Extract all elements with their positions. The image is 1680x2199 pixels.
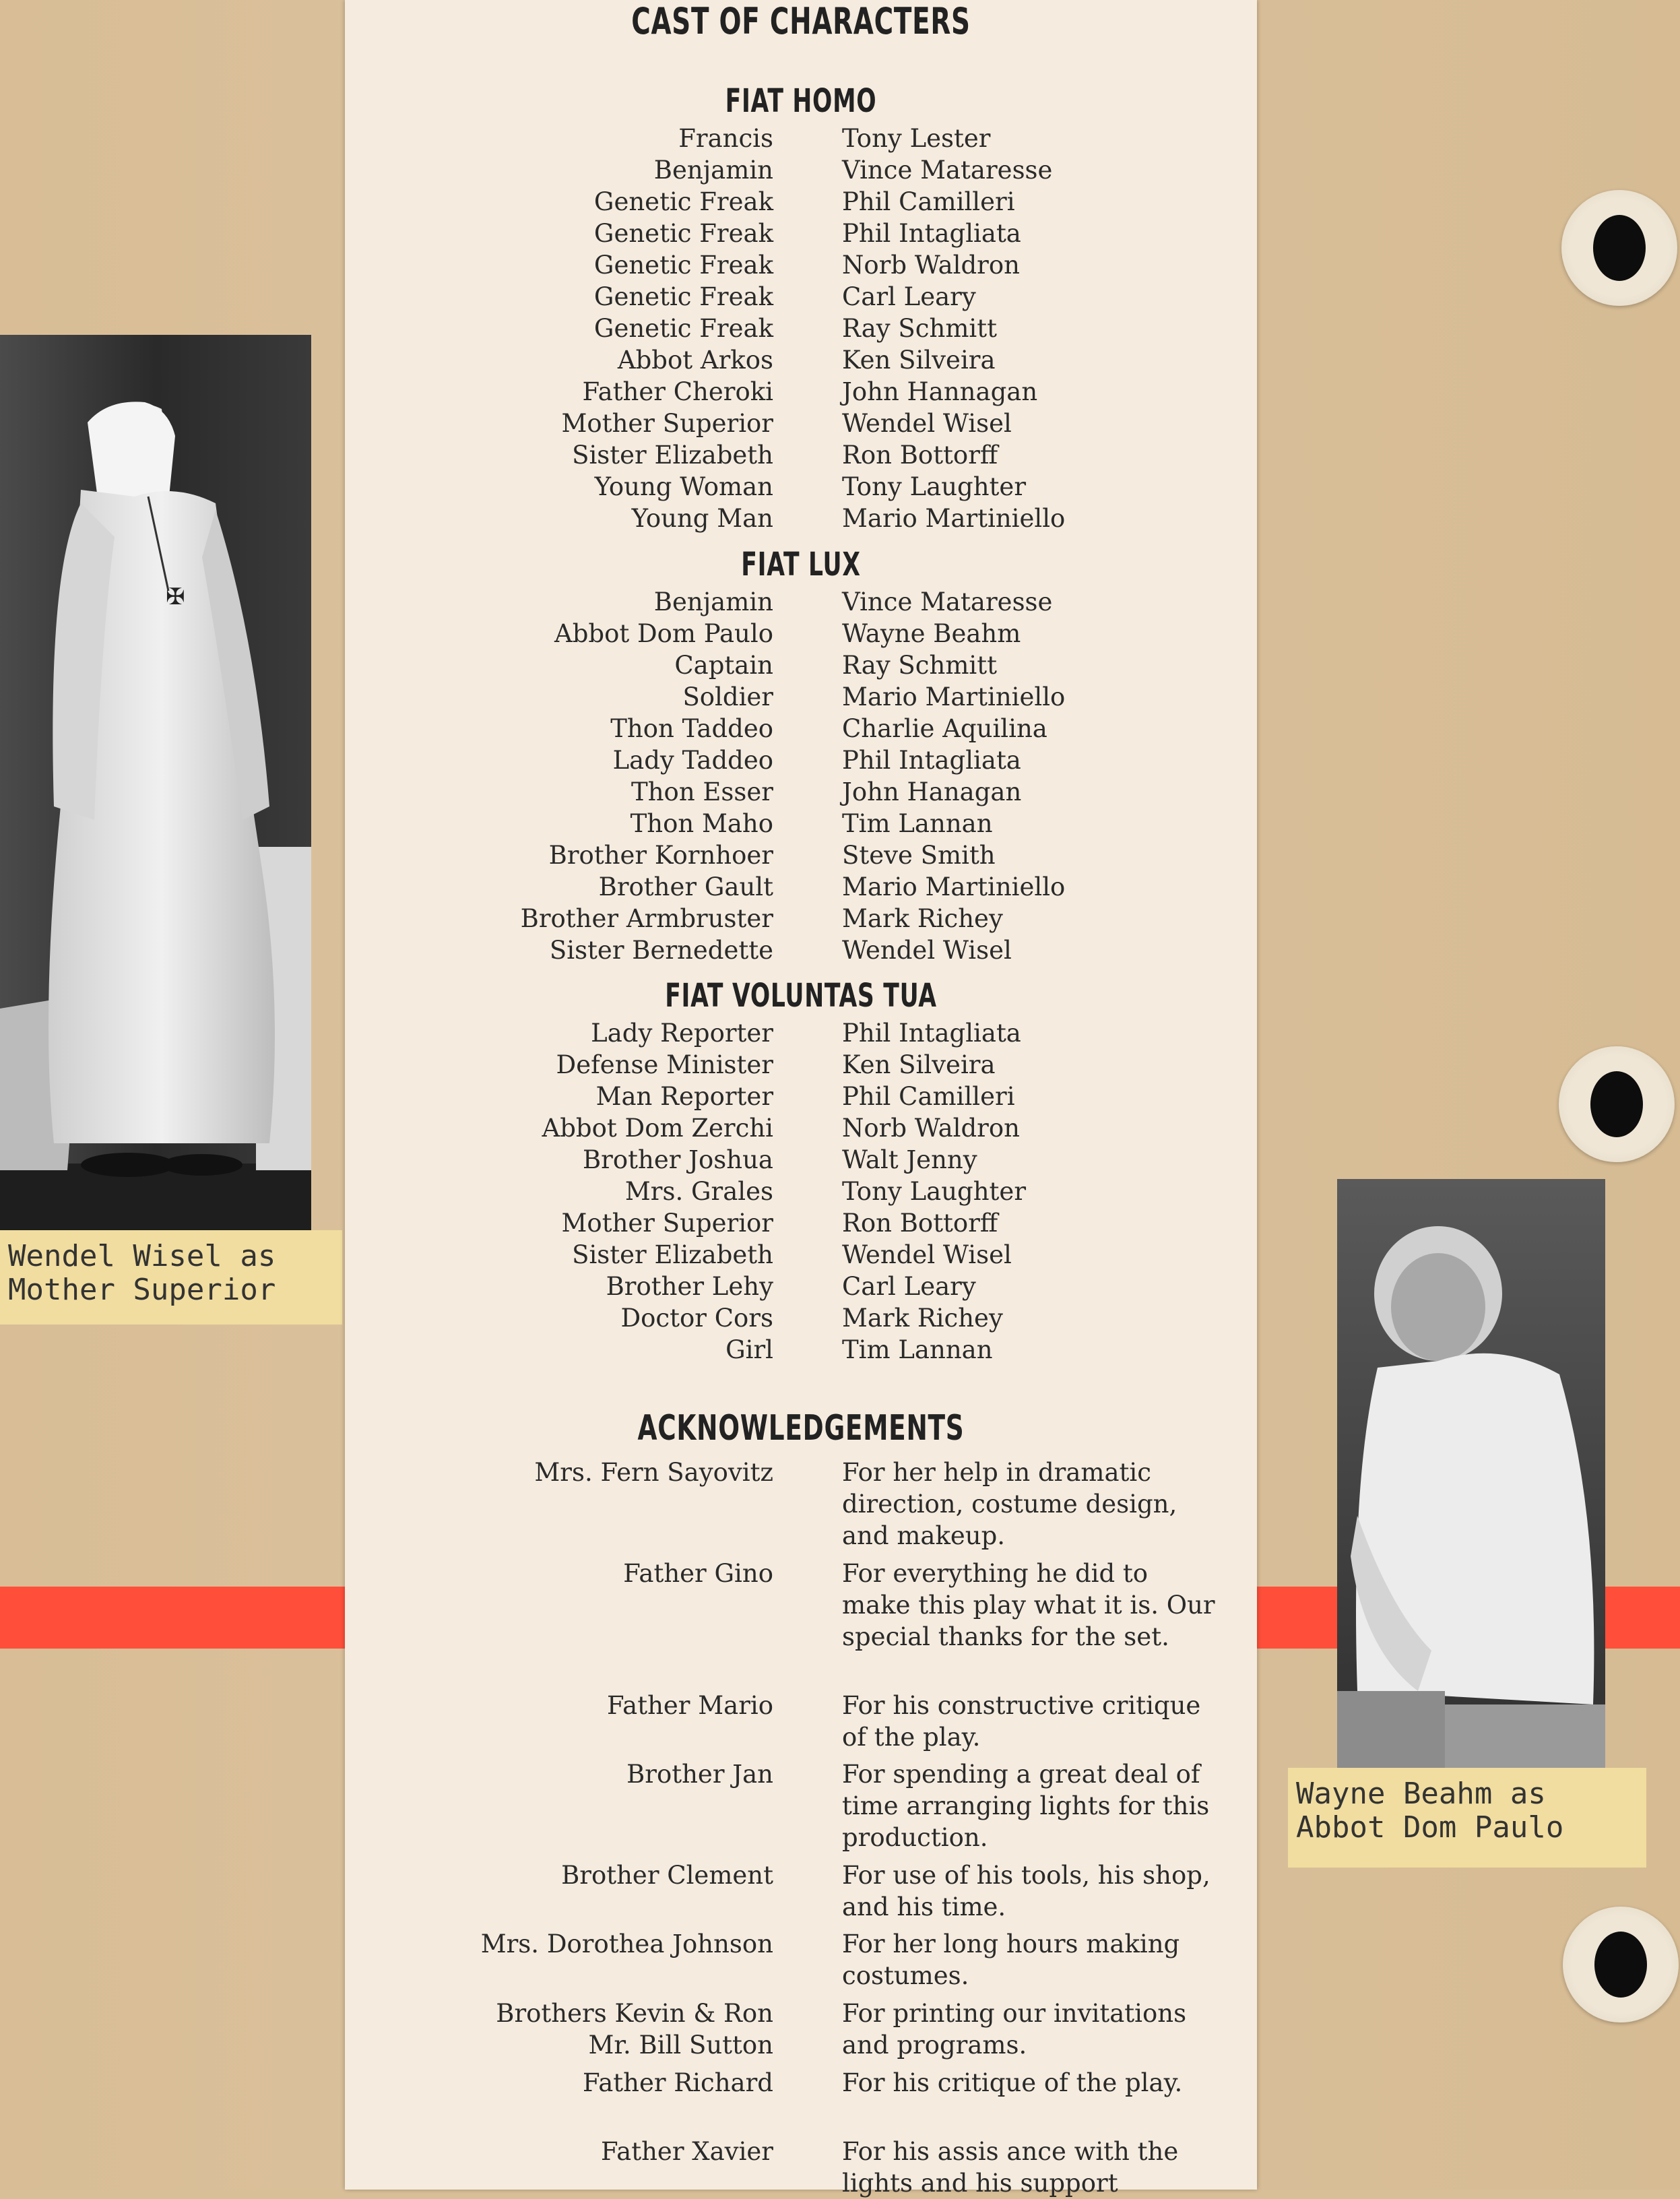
actor: Tony Lester [842,124,991,153]
actor: Wendel Wisel [842,1240,1012,1269]
actor: Phil Intagliata [842,746,1021,775]
cast-row [345,1177,1257,1209]
section-title-acknowledgements: ACKNOWLEDGEMENTS [637,1408,965,1448]
actor: Phil Camilleri [842,187,1015,216]
ack-text: For his constructive critique of the play. [842,1691,1201,1752]
actor: Phil Camilleri [842,1082,1015,1111]
role: Captain [674,651,773,680]
role: Brother Gault [598,872,773,901]
caption-right-text: Wayne Beahm as Abbot Dom Paulo [1296,1777,1564,1845]
actor: Tony Laughter [842,1177,1027,1206]
ack-text: For her help in dramatic direction, costume design, and makeup. [842,1458,1177,1550]
cast-row [345,1145,1257,1178]
caption-left [0,1230,342,1325]
role: Abbot Dom Zerchi [542,1114,773,1143]
role: Genetic Freak [593,282,773,311]
ack-name: Mrs. Fern Sayovitz [534,1458,773,1487]
actor: Carl Leary [842,1272,976,1301]
role: Sister Elizabeth [572,441,773,470]
role: Genetic Freak [593,314,773,343]
role: Genetic Freak [593,219,773,248]
actor: Carl Leary [842,282,976,311]
role: Man Reporter [595,1082,773,1111]
ack-name: Father Mario [606,1691,773,1720]
ack-text: For his assis ance with the lights and his support [842,2137,1179,2198]
photo-abbot-dom-paulo [1337,1179,1605,1768]
actor: Wendel Wisel [842,936,1012,965]
cast-row [345,809,1257,841]
role: Soldier [682,682,773,711]
actor: Norb Waldron [842,251,1020,280]
cast-row [345,1304,1257,1336]
caption-right [1288,1768,1646,1868]
actor: Tim Lannan [842,809,993,838]
ack-text: For printing our invitations and programs. [842,1999,1187,2060]
ack-text: For her long hours making costumes. [842,1930,1180,1990]
caption-left-text: Wendel Wisel as Mother Superior [8,1239,276,1307]
ack-name: Brothers Kevin & Ron Mr. Bill Sutton [496,1999,773,2060]
role: Girl [725,1335,773,1364]
ack-name: Brother Jan [626,1760,773,1789]
actor: Walt Jenny [842,1145,977,1174]
cast-row [345,1114,1257,1146]
actor: John Hannagan [842,377,1038,406]
role: Sister Elizabeth [572,1240,773,1269]
cast-row [345,251,1257,283]
cast-row [345,714,1257,746]
role: Brother Joshua [582,1145,773,1174]
role: Lady Taddeo [612,746,773,775]
binder-hole-top [1561,190,1677,306]
actor: Ray Schmitt [842,314,997,343]
cast-row [345,1335,1257,1368]
abbot-figure-photo [1337,1179,1605,1768]
role: Francis [678,124,773,153]
cast-row [345,777,1257,810]
ack-name: Brother Clement [561,1861,773,1890]
actor: Ken Silveira [842,1050,996,1079]
actor: Ken Silveira [842,346,996,375]
role: Mother Superior [561,1209,773,1238]
role: Abbot Dom Paulo [554,619,773,648]
hole-icon [1594,1932,1647,1998]
role: Defense Minister [556,1050,773,1079]
actor: Norb Waldron [842,1114,1020,1143]
ack-text: For spending a great deal of time arranging lights for this production. [842,1760,1210,1852]
cast-row [345,1019,1257,1051]
actor: John Hanagan [842,777,1022,806]
cast-row [345,187,1257,220]
svg-text:✠: ✠ [166,583,185,610]
actor: Steve Smith [842,841,996,870]
role: Thon Taddeo [610,714,773,743]
program-sheet [345,0,1257,2198]
actor: Mario Martiniello [842,872,1066,901]
cast-row [345,472,1257,505]
actor: Mario Martiniello [842,682,1066,711]
cast-row [345,377,1257,410]
cast-row [345,682,1257,715]
role: Young Man [631,504,773,533]
cast-row [345,282,1257,315]
role: Mrs. Grales [624,1177,773,1206]
role: Doctor Cors [620,1304,773,1333]
red-stripe-left [0,1587,345,1649]
actor: Ron Bottorff [842,1209,998,1238]
role: Sister Bernedette [549,936,773,965]
role: Brother Armbruster [520,904,773,933]
ack-text: For his critique of the play. [842,2068,1183,2097]
role: Genetic Freak [593,251,773,280]
cast-row [345,936,1257,968]
binder-hole-middle [1559,1046,1675,1162]
cast-row [345,409,1257,441]
ack-text: For everything he did to make this play what it is. Our special thanks for the set. [842,1559,1215,1651]
cast-row [345,441,1257,473]
role: Brother Lehy [606,1272,773,1301]
role: Thon Maho [630,809,773,838]
role: Benjamin [653,156,773,185]
section-title-fiat-lux: FIAT LUX [741,546,861,583]
actor: Wendel Wisel [842,409,1012,438]
actor: Tony Laughter [842,472,1027,501]
cast-row [345,587,1257,620]
cast-row [345,746,1257,778]
cast-row [345,904,1257,936]
role: Brother Kornhoer [548,841,773,870]
cast-row [345,504,1257,536]
actor: Vince Mataresse [842,587,1053,616]
cast-row [345,124,1257,156]
ack-name: Father Gino [623,1559,773,1588]
role: Abbot Arkos [617,346,773,375]
cast-row [345,1240,1257,1273]
actor: Ron Bottorff [842,441,998,470]
actor: Mark Richey [842,904,1003,933]
actor: Mario Martiniello [842,504,1066,533]
cast-row [345,219,1257,251]
cast-row [345,841,1257,873]
cast-row [345,1082,1257,1114]
actor: Phil Intagliata [842,219,1021,248]
nun-figure-photo [0,335,311,1231]
actor: Tim Lannan [842,1335,993,1364]
ack-name: Father Richard [583,2068,773,2097]
cast-row [345,346,1257,378]
role: Benjamin [653,587,773,616]
binder-hole-bottom [1563,1907,1679,2022]
role: Mother Superior [561,409,773,438]
role: Father Cheroki [582,377,773,406]
role: Lady Reporter [591,1019,773,1048]
actor: Mark Richey [842,1304,1003,1333]
cast-row [345,872,1257,905]
actor: Phil Intagliata [842,1019,1021,1048]
cast-row [345,651,1257,683]
cast-row [345,156,1257,188]
cast-row [345,1272,1257,1304]
actor: Ray Schmitt [842,651,997,680]
ack-text: For use of his tools, his shop, and his time. [842,1861,1210,1921]
hole-icon [1590,1071,1643,1137]
actor: Wayne Beahm [842,619,1021,648]
role: Thon Esser [631,777,773,806]
cast-row [345,314,1257,346]
actor: Charlie Aquilina [842,714,1047,743]
hole-icon [1593,215,1646,281]
role: Genetic Freak [593,187,773,216]
ack-name: Father Xavier [601,2137,773,2166]
page-title: CAST OF CHARACTERS [631,0,971,42]
actor: Vince Mataresse [842,156,1053,185]
ack-name: Mrs. Dorothea Johnson [480,1930,773,1958]
cast-row [345,1209,1257,1241]
cast-row [345,619,1257,651]
section-title-fiat-homo: FIAT HOMO [725,82,877,120]
photo-mother-superior [0,335,311,1231]
section-title-fiat-voluntas-tua: FIAT VOLUNTAS TUA [665,977,937,1015]
cast-row [345,1050,1257,1083]
role: Young Woman [594,472,773,501]
